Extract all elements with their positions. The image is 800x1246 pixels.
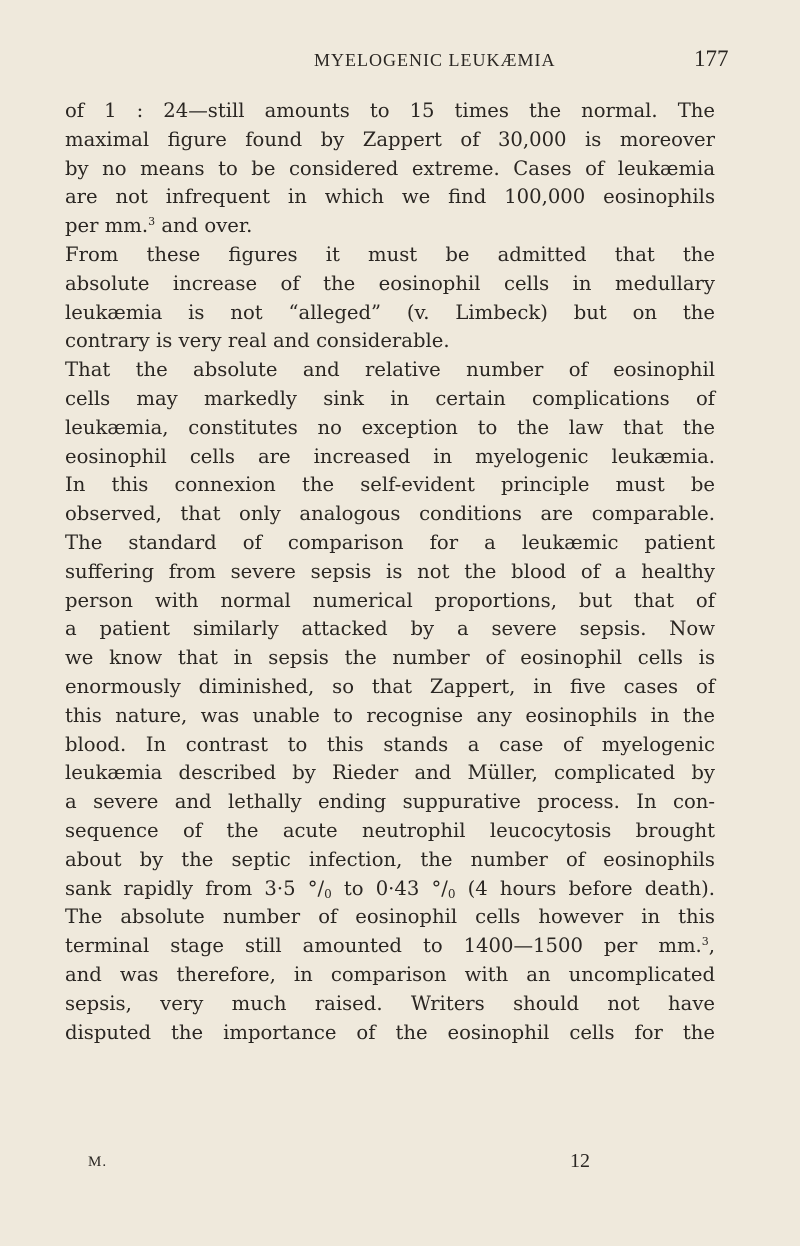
text-fragment: sank rapidly from 3·5 °/	[65, 876, 325, 900]
text-line	[65, 817, 715, 846]
text-line	[65, 615, 715, 644]
text-line	[65, 126, 715, 155]
text-fragment: cells may markedly sink in certain complications of	[65, 386, 715, 410]
text-fragment: terminal stage still amounted to 1400—1500 per mm.	[65, 934, 702, 958]
page-footer	[0, 1150, 800, 1184]
signature-mark: M.	[88, 1154, 108, 1170]
text-fragment: of 1 : 24—still amounts to 15 times the normal. The	[65, 99, 715, 122]
text-line	[65, 990, 715, 1019]
text-line	[65, 875, 715, 904]
text-fragment: From these figures it must be admitted that the	[65, 242, 715, 266]
text-line	[65, 587, 715, 616]
text-line	[65, 1019, 715, 1048]
text-fragment: leukæmia described by Rieder and Müller, complicated by	[65, 761, 715, 785]
text-fragment: leukæmia, constitutes no exception to the law that the	[65, 415, 715, 439]
text-fragment: observed, that only analogous conditions are comparable.	[65, 502, 715, 526]
text-fragment: 0	[447, 886, 456, 901]
text-fragment: enormously diminished, so that Zappert, in five cases of	[65, 674, 715, 698]
page-number: 177	[694, 46, 729, 71]
text-fragment: 0	[324, 886, 332, 901]
text-fragment: a severe and lethally ending suppurative process. In con-	[65, 790, 715, 814]
text-fragment: In this connexion the self-evident principle must be	[65, 473, 715, 497]
sheet-number: 12	[570, 1150, 590, 1172]
text-fragment: by no means to be considered extreme. Cases of leukæmia	[65, 156, 715, 180]
text-fragment: maximal figure found by Zappert of 30,000 is moreover	[65, 127, 715, 151]
text-line	[65, 644, 715, 673]
text-fragment: That the absolute and relative number of eosinophil	[65, 358, 715, 382]
running-head	[0, 46, 800, 86]
text-line	[65, 241, 715, 270]
text-fragment: 3	[701, 935, 709, 949]
text-line	[65, 155, 715, 184]
text-fragment: eosinophil cells are increased in myelogenic leukæmia.	[65, 444, 715, 468]
text-fragment: blood. In contrast to this stands a case of myelogenic	[65, 732, 715, 756]
text-fragment: suffering from severe sepsis is not the blood of a healthy	[65, 559, 715, 583]
text-line	[65, 961, 715, 990]
text-line	[65, 443, 715, 472]
text-line	[65, 759, 715, 788]
text-fragment: (4 hours before death).	[455, 876, 715, 900]
text-line	[65, 788, 715, 817]
text-line	[65, 903, 715, 932]
text-line	[65, 471, 715, 500]
text-line	[65, 529, 715, 558]
text-fragment: 3	[148, 215, 156, 229]
text-line	[65, 385, 715, 414]
text-line	[65, 731, 715, 760]
text-line	[65, 673, 715, 702]
text-line	[65, 327, 715, 356]
text-fragment: sequence of the acute neutrophil leucocytosis brought	[65, 818, 715, 842]
text-line	[65, 356, 715, 385]
text-line	[65, 500, 715, 529]
text-fragment: this nature, was unable to recognise any eosinophils in the	[65, 703, 715, 727]
text-fragment: person with normal numerical proportions, but that of	[65, 588, 715, 612]
text-fragment: absolute increase of the eosinophil cells in medullary	[65, 271, 715, 295]
text-fragment: and was therefore, in comparison with an uncomplicated	[65, 962, 715, 986]
text-fragment: a patient similarly attacked by a severe sepsis. Now	[65, 617, 715, 641]
text-fragment: are not infrequent in which we find 100,000 eosinophils	[65, 185, 715, 209]
text-line	[65, 270, 715, 299]
text-line	[65, 414, 715, 443]
text-line	[65, 299, 715, 328]
text-line	[65, 97, 715, 126]
text-fragment: disputed the importance of the eosinophil cells for the	[65, 1020, 715, 1044]
text-fragment: per mm.	[65, 214, 149, 238]
text-line	[65, 702, 715, 731]
text-fragment: we know that in sepsis the number of eosinophil cells is	[65, 646, 715, 670]
running-head-title: MYELOGENIC LEUKÆMIA	[314, 50, 556, 70]
text-fragment: sepsis, very much raised. Writers should not have	[65, 991, 715, 1015]
text-line	[65, 932, 715, 961]
text-fragment: The absolute number of eosinophil cells however in this	[65, 905, 715, 929]
body-text	[65, 97, 715, 1047]
text-fragment: The standard of comparison for a leukæmic patient	[65, 530, 715, 554]
text-line	[65, 183, 715, 212]
text-fragment: ,	[708, 934, 715, 958]
text-fragment: leukæmia is not “alleged” (v. Limbeck) but on the	[65, 300, 715, 324]
text-fragment: contrary is very real and considerable.	[65, 329, 450, 353]
text-fragment: about by the septic infection, the number of eosinophils	[65, 847, 715, 871]
text-line	[65, 558, 715, 587]
text-fragment: and over.	[155, 214, 253, 238]
text-line	[65, 846, 715, 875]
text-line	[65, 212, 715, 241]
text-fragment: to 0·43 °/	[331, 876, 448, 900]
